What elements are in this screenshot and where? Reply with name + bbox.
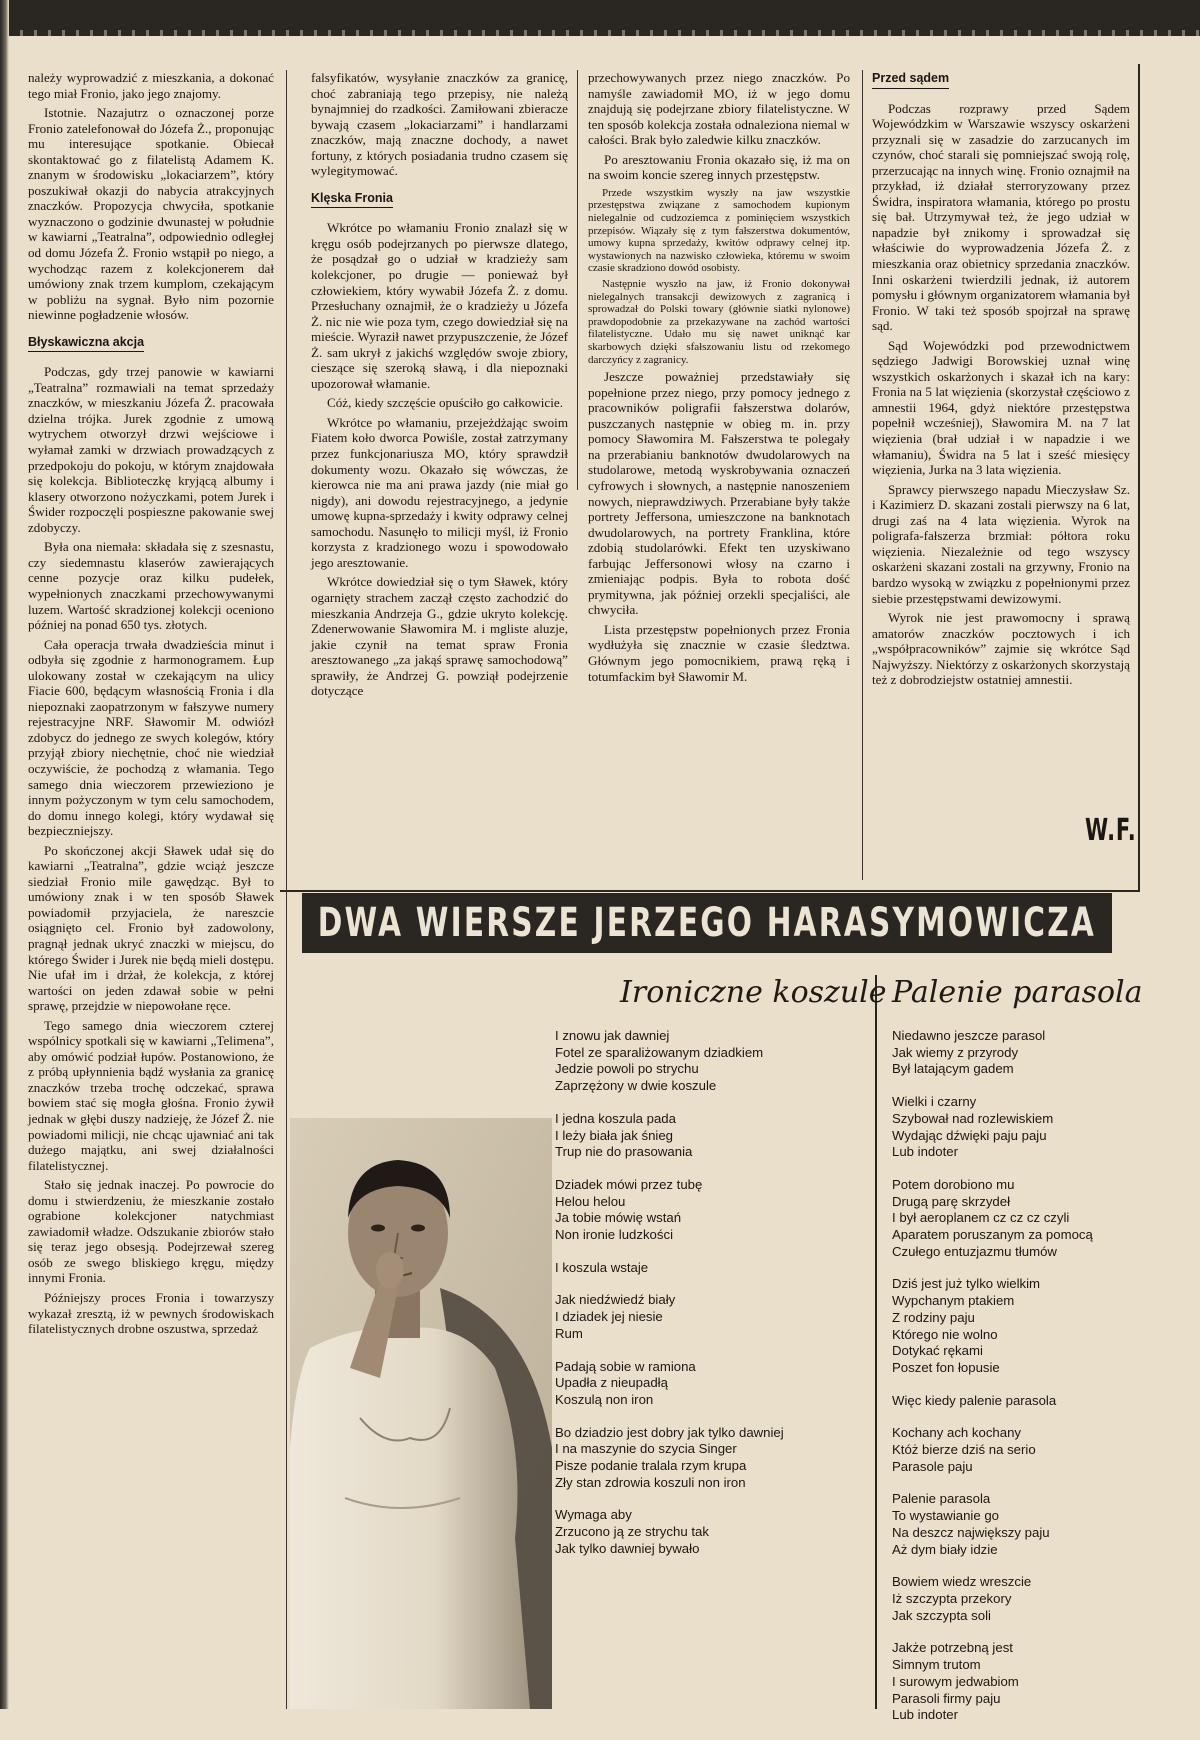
poem-line: Fotel ze sparaliżowanym dziadkiem [555, 1044, 764, 1060]
article-paragraph: Następnie wyszło na jaw, iż Fronio dokonywał nielegalnych transakcji dewizowych z zagranicą i sprowadzał do Polski towary (głównie siatki nylonowe) prawdopodobnie za przekazywane na zachód wartości filatelistyczne. Udało mu się nawet uniknąć kar skarbowych dzięki sfałszowaniu listu od rzekomego darczyńcy z zagranicy. [588, 277, 850, 366]
article-paragraph: Sąd Wojewódzki pod przewodnictwem sędziego Jadwigi Borowskiej uznał winę wszystkich oskarżonych i skazał ich na kary: Fronia na 5 lat więzienia (skorzystał częściowo z amnestii 1964, gdyż niektóre przestępstwa popełnił wcześniej), Sławomira M. na 7 lat więzienia (brał udział i w napadzie i we włamaniu), Świdra na 5 lat i sześć miesięcy więzienia, Jurka na 3 lata więzienia. [872, 337, 1130, 478]
poem-line: Jedzie powoli po strychu [555, 1061, 699, 1077]
poem-line: I jedna koszula pada [555, 1110, 676, 1126]
poem-stanza [555, 1028, 855, 1095]
poem-line: Którego nie wolno [892, 1326, 998, 1342]
poem-stanza [892, 1574, 1192, 1624]
poem-stanza [555, 1177, 855, 1244]
poem-stanza [892, 1276, 1192, 1376]
poem-stanza [892, 1028, 1192, 1078]
poem-line: Parasole paju [892, 1458, 973, 1474]
author-signature: W.F. [1085, 813, 1137, 848]
poem-stanza [892, 1640, 1192, 1724]
poem-stanza [892, 1425, 1192, 1475]
poem-line: I surowym jedwabiom [892, 1673, 1019, 1689]
poem-line: Drugą parę skrzydeł [892, 1193, 1011, 1209]
article-paragraph: Lista przestępstw popełnionych przez Fronia wydłużyła się znacznie w czasie śledztwa. Głównym jego pomocnikiem, prawą ręką i totumfackim był Sławomir M. [588, 621, 850, 684]
article-paragraph: Wkrótce po włamaniu Fronio znalazł się w kręgu osób podejrzanych po pierwsze dlatego, że posądzał go o udział w kradzieży sam kolekcjoner, po drugie — ponieważ był człowiekiem, który wywabił Józefa Ż. z domu. Przesłuchany oznajmił, że o kradzieży u Józefa Ż. nic nie wie poza tym, czego dowiedział się na mieście. Wyraził nawet przypuszczenie, że Józef Ż. sam ukrył z jakichś względów swoje zbiory, cieszące się szeroką sławą, i dla niepoznaki upozorował włamanie. [311, 220, 568, 391]
article-paragraph: Wkrótce po włamaniu, przejeżdżając swoim Fiatem koło dworca Powiśle, został zatrzymany przez funkcjonariusza MO, który sprawdził dokumenty wozu. Okazało się wówczas, że kierowca nie ma ani prawa jazdy (nie miał go nigdy), ani dowodu rejestracyjnego, a jedynie umowę kupna-sprzedaży i kwity odprawy celnej samochodu. Nasunęło to milicji myśl, iż Fronio korzysta z kradzionego wozu i spowodowało jego aresztowanie. [311, 414, 568, 570]
poem-line: Niedawno jeszcze parasol [892, 1028, 1046, 1043]
poem-line: Trup nie do prasowania [555, 1144, 693, 1160]
poem-line: Jak tylko dawniej bywało [555, 1540, 700, 1556]
poem-line: Wymaga aby [555, 1507, 632, 1523]
left-scan-edge [0, 0, 9, 1709]
poems-banner-title: DWA WIERSZE JERZEGO HARASYMOWICZA [317, 900, 1097, 946]
poem-line: Bowiem wiedz wreszcie [892, 1574, 1032, 1590]
poem-line: Jak szczypta soli [892, 1607, 991, 1623]
poet-portrait-photo [290, 1118, 552, 1709]
poem1-title: Ironiczne koszule [620, 975, 887, 1010]
poem-stanza [555, 1111, 855, 1161]
article-paragraph: Po skończonej akcji Sławek udał się do kawiarni „Teatralna”, gdzie wciąż jeszcze siedział Fronio mile gawędząc. Był to umówiony znak i w ten sposób Sławek powiadomił przyjaciela, że nareszcie osiągnięto cel. Fronio był zadowolony, pragnął jednak ukryć znaczki w miejscu, do którego Świder i Jurek nie będą mieli dostępu. Nie ufał im i drżał, że kolekcja, z której wartości on jeden zdawał sobie w pełni sprawę, przejdzie w niepowołane ręce. [28, 842, 274, 1014]
article-paragraph: Cała operacja trwała dwadzieścia minut i odbyła się zgodnie z harmonogramem. Łup ulokowany został w czekającym na ulicy Fiacie 600, będącym własnością Fronia i dla niepoznaki zaopatrzonym w fałszywe numery rejestracyjne NRF. Sławomir M. odwiózł zdobycz do jednego ze swych kolegów, który przyjął zbiory niechętnie, choć nie wiedział oczywiście, że pochodzą z włamania. Tego samego dnia wieczorem przewieziono je innym pożyczonym w tym celu samochodem, do domu innego kolegi, który wydawał się bezpieczniejszy. [28, 636, 274, 839]
poem-line: Dotykać rękami [892, 1343, 983, 1359]
poem-line: Ja tobie mówię wstań [555, 1210, 682, 1226]
poem2-body [892, 1028, 1192, 1740]
poem-stanza [555, 1292, 855, 1342]
poem-line: Zły stan zdrowia koszuli non iron [555, 1474, 746, 1490]
poem-stanza [892, 1177, 1192, 1261]
poem-line: Potem dorobiono mu [892, 1176, 1015, 1192]
article-paragraph: należy wyprowadzić z mieszkania, a dokonać tego miał Fronio, jako jego znajomy. [28, 70, 274, 101]
poem-line: Lub indoter [892, 1707, 958, 1723]
poem1-body [555, 1028, 855, 1574]
article-paragraph: Stało się jednak inaczej. Po powrocie do domu i stwierdzeniu, że mieszkanie zostało ograbione kolekcjoner natychmiast zawiadomił władze. Odszukanie zbiorów stało się teraz jego obsesją. Podejrzewał szereg osób ze swego bliskiego kręgu, między innymi Fronia. [28, 1177, 274, 1286]
poem-line: Rum [555, 1325, 583, 1341]
poem-stanza [555, 1425, 855, 1492]
top-scan-edge [0, 30, 1200, 36]
poem-stanza [555, 1359, 855, 1409]
poem-line: I znowu jak dawniej [555, 1028, 670, 1043]
poem-line: Zrzucono ją ze strychu tak [555, 1524, 709, 1540]
poem-line: Więc kiedy palenie parasola [892, 1392, 1057, 1408]
poem-line: Bo dziadzio jest dobry jak tylko dawniej [555, 1424, 784, 1440]
poems-banner [302, 893, 1112, 953]
poem-line: Poszet fon łopusie [892, 1359, 1000, 1375]
article-paragraph: falsyfikatów, wysyłanie znaczków za granicę, choć zabraniają tego przepisy, nie należą bynajmniej do rzadkości. Zamiłowani zbieracze bywają czasem „lokaciarzami” i handlarzami znaczków, mają znaczne dochody, a nawet fortuny, z których posiadania trudno czasem się wylegitymować. [311, 70, 568, 179]
poem-line: Aż dym biały idzie [892, 1541, 998, 1557]
poem-line: I na maszynie do szycia Singer [555, 1441, 737, 1457]
top-scan-border [0, 0, 1200, 30]
poem-line: I dziadek jej niesie [555, 1309, 663, 1325]
section-heading: Błyskawiczna akcja [28, 335, 144, 353]
poem-line: Palenie parasola [892, 1491, 991, 1507]
poem-line: I koszula wstaje [555, 1259, 649, 1275]
poem-line: Iż szczypta przekory [892, 1590, 1012, 1606]
section-heading: Klęska Fronia [311, 191, 393, 209]
article-column-4 [872, 70, 1130, 692]
poem2-title: Palenie parasola [892, 975, 1143, 1010]
poem-stanza [892, 1491, 1192, 1558]
poem-line: Non ironie ludzkości [555, 1227, 674, 1243]
section-heading: Przed sądem [872, 71, 949, 89]
column-rule-3 [862, 70, 863, 880]
poem-line: Wydając dźwięki paju paju [892, 1127, 1047, 1143]
poem-stanza [892, 1393, 1192, 1410]
article-column-1 [28, 70, 274, 1341]
column-rule-2 [577, 70, 578, 490]
poem-line: Wypchanym ptakiem [892, 1293, 1015, 1309]
poem-line: Szybował nad rozlewiskiem [892, 1110, 1054, 1126]
poem-line: I był aeroplanem cz cz cz czyli [892, 1210, 1070, 1226]
poem-divider [875, 975, 877, 1709]
article-column-3 [588, 70, 850, 688]
article-paragraph: Tego samego dnia wieczorem czterej wspólnicy spotkali się w kawiarni „Telimena”, aby omówić podział łupów. Postanowiono, że z próbą upłynnienia bądź wysłania za granicę znaczków trzeba trochę odczekać, sprawa bowiem stać się mogła głośna. Fronio żywił jednak w głębi duszy nadzieję, że Józef Ż. nie powiadomi milicji, nie chcąc ujawniać ani tak dużego majątku, ani swej działalności filatelistycznej. [28, 1017, 274, 1173]
poem-line: Jak niedźwiedź biały [555, 1292, 676, 1308]
article-paragraph: Wkrótce dowiedział się o tym Sławek, który ogarnięty strachem zaczął często zachodzić do mieszkania Andrzeja G., gdzie ukryto kolekcję. Zdenerwowanie Sławomira M. i mgliste aluzje, jakie czynił na temat spraw Fronia aresztowanego „za jakąś sprawę samochodową” sprawiły, że Andrzej G. powziął podejrzenie dotyczące [311, 574, 568, 699]
poem-line: Lub indoter [892, 1144, 958, 1160]
article-paragraph: Wyrok nie jest prawomocny i sprawą amatorów znaczków pocztowych i ich „współpracowników” zajmie się wkrótce Sąd Najwyższy. Niektórzy z oskarżonych skorzystają też z dobrodziejstw ostatniej amnestii. [872, 610, 1130, 688]
poem-line: Simnym trutom [892, 1657, 981, 1673]
article-paragraph: Była ona niemała: składała się z szesnastu, czy siedemnastu klaserów zawierających cenne pozycje oraz kilku pudełek, wypełnionych znaczkami przechowywanymi luzem. Wartość skradzionej kolekcji oceniono później na ponad 650 tys. złotych. [28, 539, 274, 633]
article-paragraph: Jeszcze poważniej przedstawiały się popełnione przez niego, przy pomocy jednego z pracowników poligrafii fałszerstwa dolarów, puszczanych następnie w obieg m. in. przy pomocy Sławomira M. Fałszerstwa te polegały na przerabianiu banknotów dwudolarowych na studolarowe, metodą wyskrobywania oznaczeń cyfrowych i słownych, a następnie nanoszeniem nowych, nieprawdziwych. Przerabiane były także portrety Jeffersona, umieszczone na banknotach dwudolarowych, na portrety Franklina, które zdobią studolarówki. Efekt ten uzyskiwano farbując Jeffersonowi włosy na czarno i zmieniając podpis. Była to robota dość prymitywna, jak później orzekli specjaliści, ale chwyciła. [588, 369, 850, 618]
poem-stanza [555, 1507, 855, 1557]
article-paragraph: przechowywanych przez niego znaczków. Po namyśle zawiadomił MO, iż w jego domu znajdują się podejrzane zbiory filatelistyczne. W ten sposób kolekcja została odnaleziona niemal w całości. Brak było zaledwie kilku znaczków. [588, 70, 850, 148]
poem-line: Czułego entuzjazmu tłumów [892, 1243, 1057, 1259]
column-rule-1 [286, 70, 287, 1709]
article-column-2 [311, 70, 568, 703]
article-paragraph: Podczas, gdy trzej panowie w kawiarni „Teatralna” rozmawiali na temat sprzedaży znaczków, w mieszkaniu Józefa Ż. pracowała dzielna trójka. Jurek zgodnie z umową wytrychem otworzył drzwi wejściowe i wyłamał zamki w drzwiach prowadzących z przedpokoju do pokoju, w którym znajdowała się kolekcja. Biblioteczkę kryjącą albumy i klasery otworzono nożyczkami, potem Jurek i Świder rozpoczęli pospieszne pakowanie swej zdobyczy. [28, 364, 274, 535]
poem-stanza [555, 1260, 855, 1277]
poem-line: Dziadek mówi przez tubę [555, 1176, 703, 1192]
poem-line: Był latającym gadem [892, 1061, 1014, 1077]
poem-line: Kochany ach kochany [892, 1425, 1022, 1441]
poem-line: Jakże potrzebną jest [892, 1640, 1013, 1656]
poem-line: To wystawianie go [892, 1508, 1000, 1524]
poem-line: Aparatem poruszanym za pomocą [892, 1227, 1093, 1243]
poem-line: Helou helou [555, 1193, 626, 1209]
poem-line: Wielki i czarny [892, 1094, 977, 1110]
poem-line: Zaprzężony w dwie koszule [555, 1078, 717, 1094]
article-paragraph: Istotnie. Nazajutrz o oznaczonej porze Fronio zatelefonował do Józefa Ż., proponując mu interesujące spotkanie. Obiecał skontaktować go z filatelistą Adamem K. znanym w środowisku „lokaciarzem”, który poszukiwał okazji do nabycia atrakcyjnych znaczków. Propozycja chwyciła, spotkanie wyznaczono o godzinie dwunastej w południe w kawiarni „Teatralna”, odpowiednio odległej od domu Józefa Ż. Fronio wstąpił po niego, a wychodząc razem z kolekcjonerem dał umówiony znak trzem kumplom, czekającym w pobliżu na sygnał. Było nim pozornie niewinne pogładzenie włosów. [28, 105, 274, 323]
poem-line: I leży biała jak śnieg [555, 1127, 674, 1143]
poem-line: Upadła z nieupadłą [555, 1375, 668, 1391]
poem-stanza [892, 1094, 1192, 1161]
poem-line: Pisze podanie tralala rzym krupa [555, 1458, 747, 1474]
poem-line: Na deszcz największy paju [892, 1524, 1050, 1540]
poem-line: Z rodziny paju [892, 1309, 975, 1325]
article-paragraph: Przede wszystkim wyszły na jaw wszystkie przestępstwa związane z samochodem kupionym nielegalnie od cudzoziemca z pominięciem wszystkich przepisów. Wiązały się z tym fałszerstwa dokumentów, umowy kupna sprzedaży, kwitów odprawy celnej itp. wystawionych na nazwisko człowieka, któremu w swoim czasie skradziono dowód osobisty. [588, 186, 850, 275]
poem-line: Parasoli firmy paju [892, 1690, 1001, 1706]
article-paragraph: Sprawcy pierwszego napadu Mieczysław Sz. i Kazimierz D. skazani zostali pierwszy na 6 lat, drugi zaś na 4 lata więzienia. Wyrok na poligrafa-fałszerza brzmiał: półtora roku więzienia. Niezależnie od tego wszyscy oskarżeni skazani zostali na grzywny, Fronio na bardzo wysoką w związku z popełnionymi przez siebie przestępstwami dewizowymi. [872, 481, 1130, 606]
poem-line: Padają sobie w ramiona [555, 1358, 696, 1374]
poem-line: Koszulą non iron [555, 1391, 654, 1407]
article-paragraph: Późniejszy proces Fronia i towarzyszy wykazał zresztą, iż w pewnych środowiskach filatelistycznych drobne oszustwa, sprzedaż [28, 1290, 274, 1337]
poem-line: Któż bierze dziś na serio [892, 1442, 1036, 1458]
article-paragraph: Cóż, kiedy szczęście opuściło go całkowicie. [327, 395, 563, 411]
article-paragraph: Po aresztowaniu Fronia okazało się, iż ma on na swoim koncie szereg innych przestępstw. [588, 151, 850, 183]
poem-line: Dziś jest już tylko wielkim [892, 1276, 1041, 1292]
article-paragraph: Podczas rozprawy przed Sądem Wojewódzkim w Warszawie wszyscy oskarżeni przyznali się w zasadzie do zarzucanych im czynów, choć starali się pomniejszać swoją rolę, przerzucając na innych winę. Fronio oznajmił na przykład, iż działał sterroryzowany przez Świdra, inspiratora włamania, którego po prostu się bał. Utrzymywał też, że jego udział w napadzie był znikomy i sprowadzał się właściwie do wyprowadzenia Józefa Ż. z mieszkania oraz obietnicy sprzedania znaczków. Inni oskarżeni twierdzili jednak, iż autorem pomysłu i głównym organizatorem włamania był Fronio. W taki też sposób spojrzał na sprawę sąd. [872, 100, 1130, 334]
poem-line: Jak wiemy z przyrody [892, 1044, 1019, 1060]
